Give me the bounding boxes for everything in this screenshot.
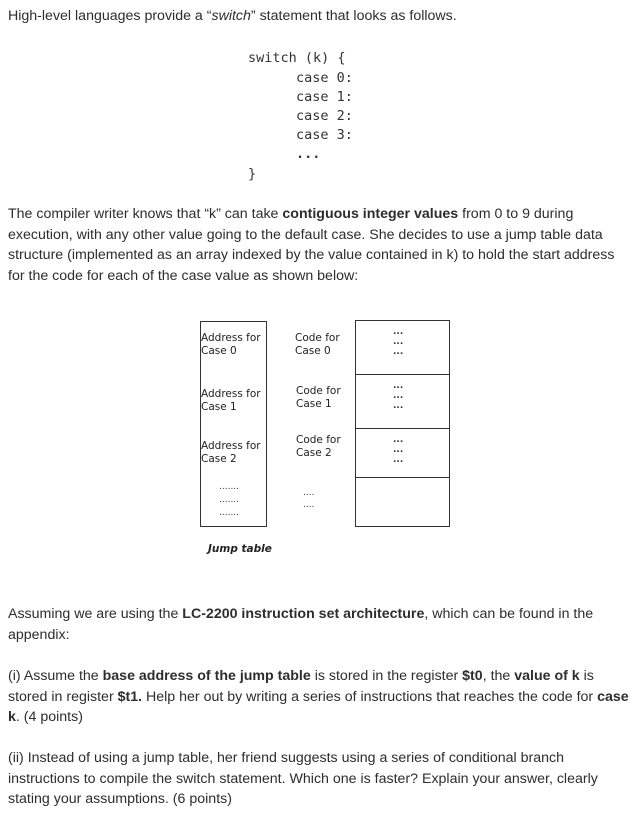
paragraph2-part2: from 0 to 9 during execution, with any other value going to the default case. She decides to use a jump table data structure (implemented as an array indexed by the value contained in k) to hold the start address for the code for each of the case value as shown below: — [8, 206, 615, 284]
code-label-2-line1: Code for — [296, 434, 341, 446]
code-switch-line: switch (k) { — [248, 50, 346, 66]
paragraph3-part1: Assuming we are using the — [8, 606, 183, 622]
q1-t1: (i) Assume the — [8, 668, 103, 684]
paragraph3-bold: LC-2200 instruction set architecture — [182, 606, 425, 622]
code-block-0-dots-c: ... — [393, 347, 404, 357]
code-block-1-dots-a: ... — [393, 381, 404, 391]
q1-b2: $t0 — [462, 668, 483, 684]
code-block-2-dots-a: ... — [393, 435, 404, 445]
code-block-1-dots — [393, 381, 403, 411]
jump-entry-2-line2: Case 2 — [201, 452, 237, 465]
code-block-1-dots-c: ... — [393, 401, 404, 411]
code-block-1-dots-b: ... — [393, 391, 404, 401]
paragraph2-bold: contiguous integer values — [282, 206, 459, 222]
q1-b5: case k — [8, 688, 629, 726]
q1-b4: $t1. — [117, 688, 143, 705]
intro-pre: High-level languages provide a “ — [8, 8, 212, 24]
q1-t3: , the — [482, 668, 515, 684]
code-block-0-dots-a: ... — [393, 327, 404, 337]
code-case-0: case 0: — [296, 70, 353, 86]
jump-dots-2: ....... — [219, 508, 240, 518]
jump-entry-1 — [201, 388, 261, 413]
q1-t2: is stored in the register — [310, 668, 463, 684]
code-block-0-dots — [393, 327, 403, 357]
jump-entry-2-line1: Address for — [201, 440, 261, 452]
code-block-2-dots-c: ... — [393, 455, 404, 465]
question-2: (ii) Instead of using a jump table, her friend suggests using a series of conditional branch instructions to compile the switch statement. Which one is faster? Explain your answer, clearly stating your assumptions. (6 points) — [8, 750, 598, 808]
code-block-divider-2 — [355, 428, 450, 429]
code-label-0 — [295, 332, 340, 357]
jump-entry-0 — [201, 332, 261, 357]
q1-b1: base address of the jump table — [102, 668, 311, 684]
q1-b3: value of k — [514, 668, 580, 684]
code-ellipsis: ... — [296, 146, 321, 162]
q1-t6: . (4 points) — [15, 709, 83, 726]
q1-t5: Help her out by writing a series of instructions that reaches the code for — [142, 688, 598, 705]
code-label-1-line2: Case 1 — [296, 397, 332, 410]
code-dots-1: .... — [303, 500, 315, 510]
jump-dots-0: ....... — [219, 482, 240, 492]
code-label-2 — [296, 434, 341, 459]
code-label-1 — [296, 385, 341, 410]
intro-post: ” statement that looks as follows. — [250, 8, 457, 24]
code-case-3: case 3: — [296, 127, 353, 143]
question-1 — [8, 666, 630, 728]
code-case-1: case 1: — [296, 89, 353, 105]
jump-entry-1-line1: Address for — [201, 388, 261, 400]
q1-t4: is stored in register — [8, 668, 594, 705]
code-label-2-line2: Case 2 — [296, 446, 332, 459]
jump-entry-2 — [201, 440, 261, 465]
jump-dots-1: ....... — [219, 495, 240, 505]
code-block-2-dots-b: ... — [393, 445, 404, 455]
switch-word: switch — [211, 8, 251, 24]
code-block-2-dots — [393, 435, 403, 465]
code-block-divider-3 — [355, 477, 450, 478]
compiler-paragraph — [8, 204, 630, 286]
jump-entry-0-line2: Case 0 — [201, 344, 237, 357]
jump-entry-0-line1: Address for — [201, 332, 261, 344]
intro-text — [8, 6, 630, 27]
paragraph3-part2: , which can be found in the appendix: — [8, 606, 594, 643]
code-closing-brace: } — [248, 166, 257, 182]
isa-paragraph — [8, 604, 630, 645]
code-dots-0: .... — [303, 488, 315, 498]
code-label-1-line1: Code for — [296, 385, 341, 397]
jump-table-caption: Jump table — [208, 543, 272, 555]
code-label-0-line2: Case 0 — [295, 344, 331, 357]
code-case-2: case 2: — [296, 108, 353, 124]
code-block-0-dots-b: ... — [393, 337, 404, 347]
code-label-0-line1: Code for — [295, 332, 340, 344]
paragraph2-part1: The compiler writer knows that “k” can take — [8, 206, 283, 222]
code-block-divider-1 — [355, 374, 450, 375]
jump-entry-1-line2: Case 1 — [201, 400, 237, 413]
